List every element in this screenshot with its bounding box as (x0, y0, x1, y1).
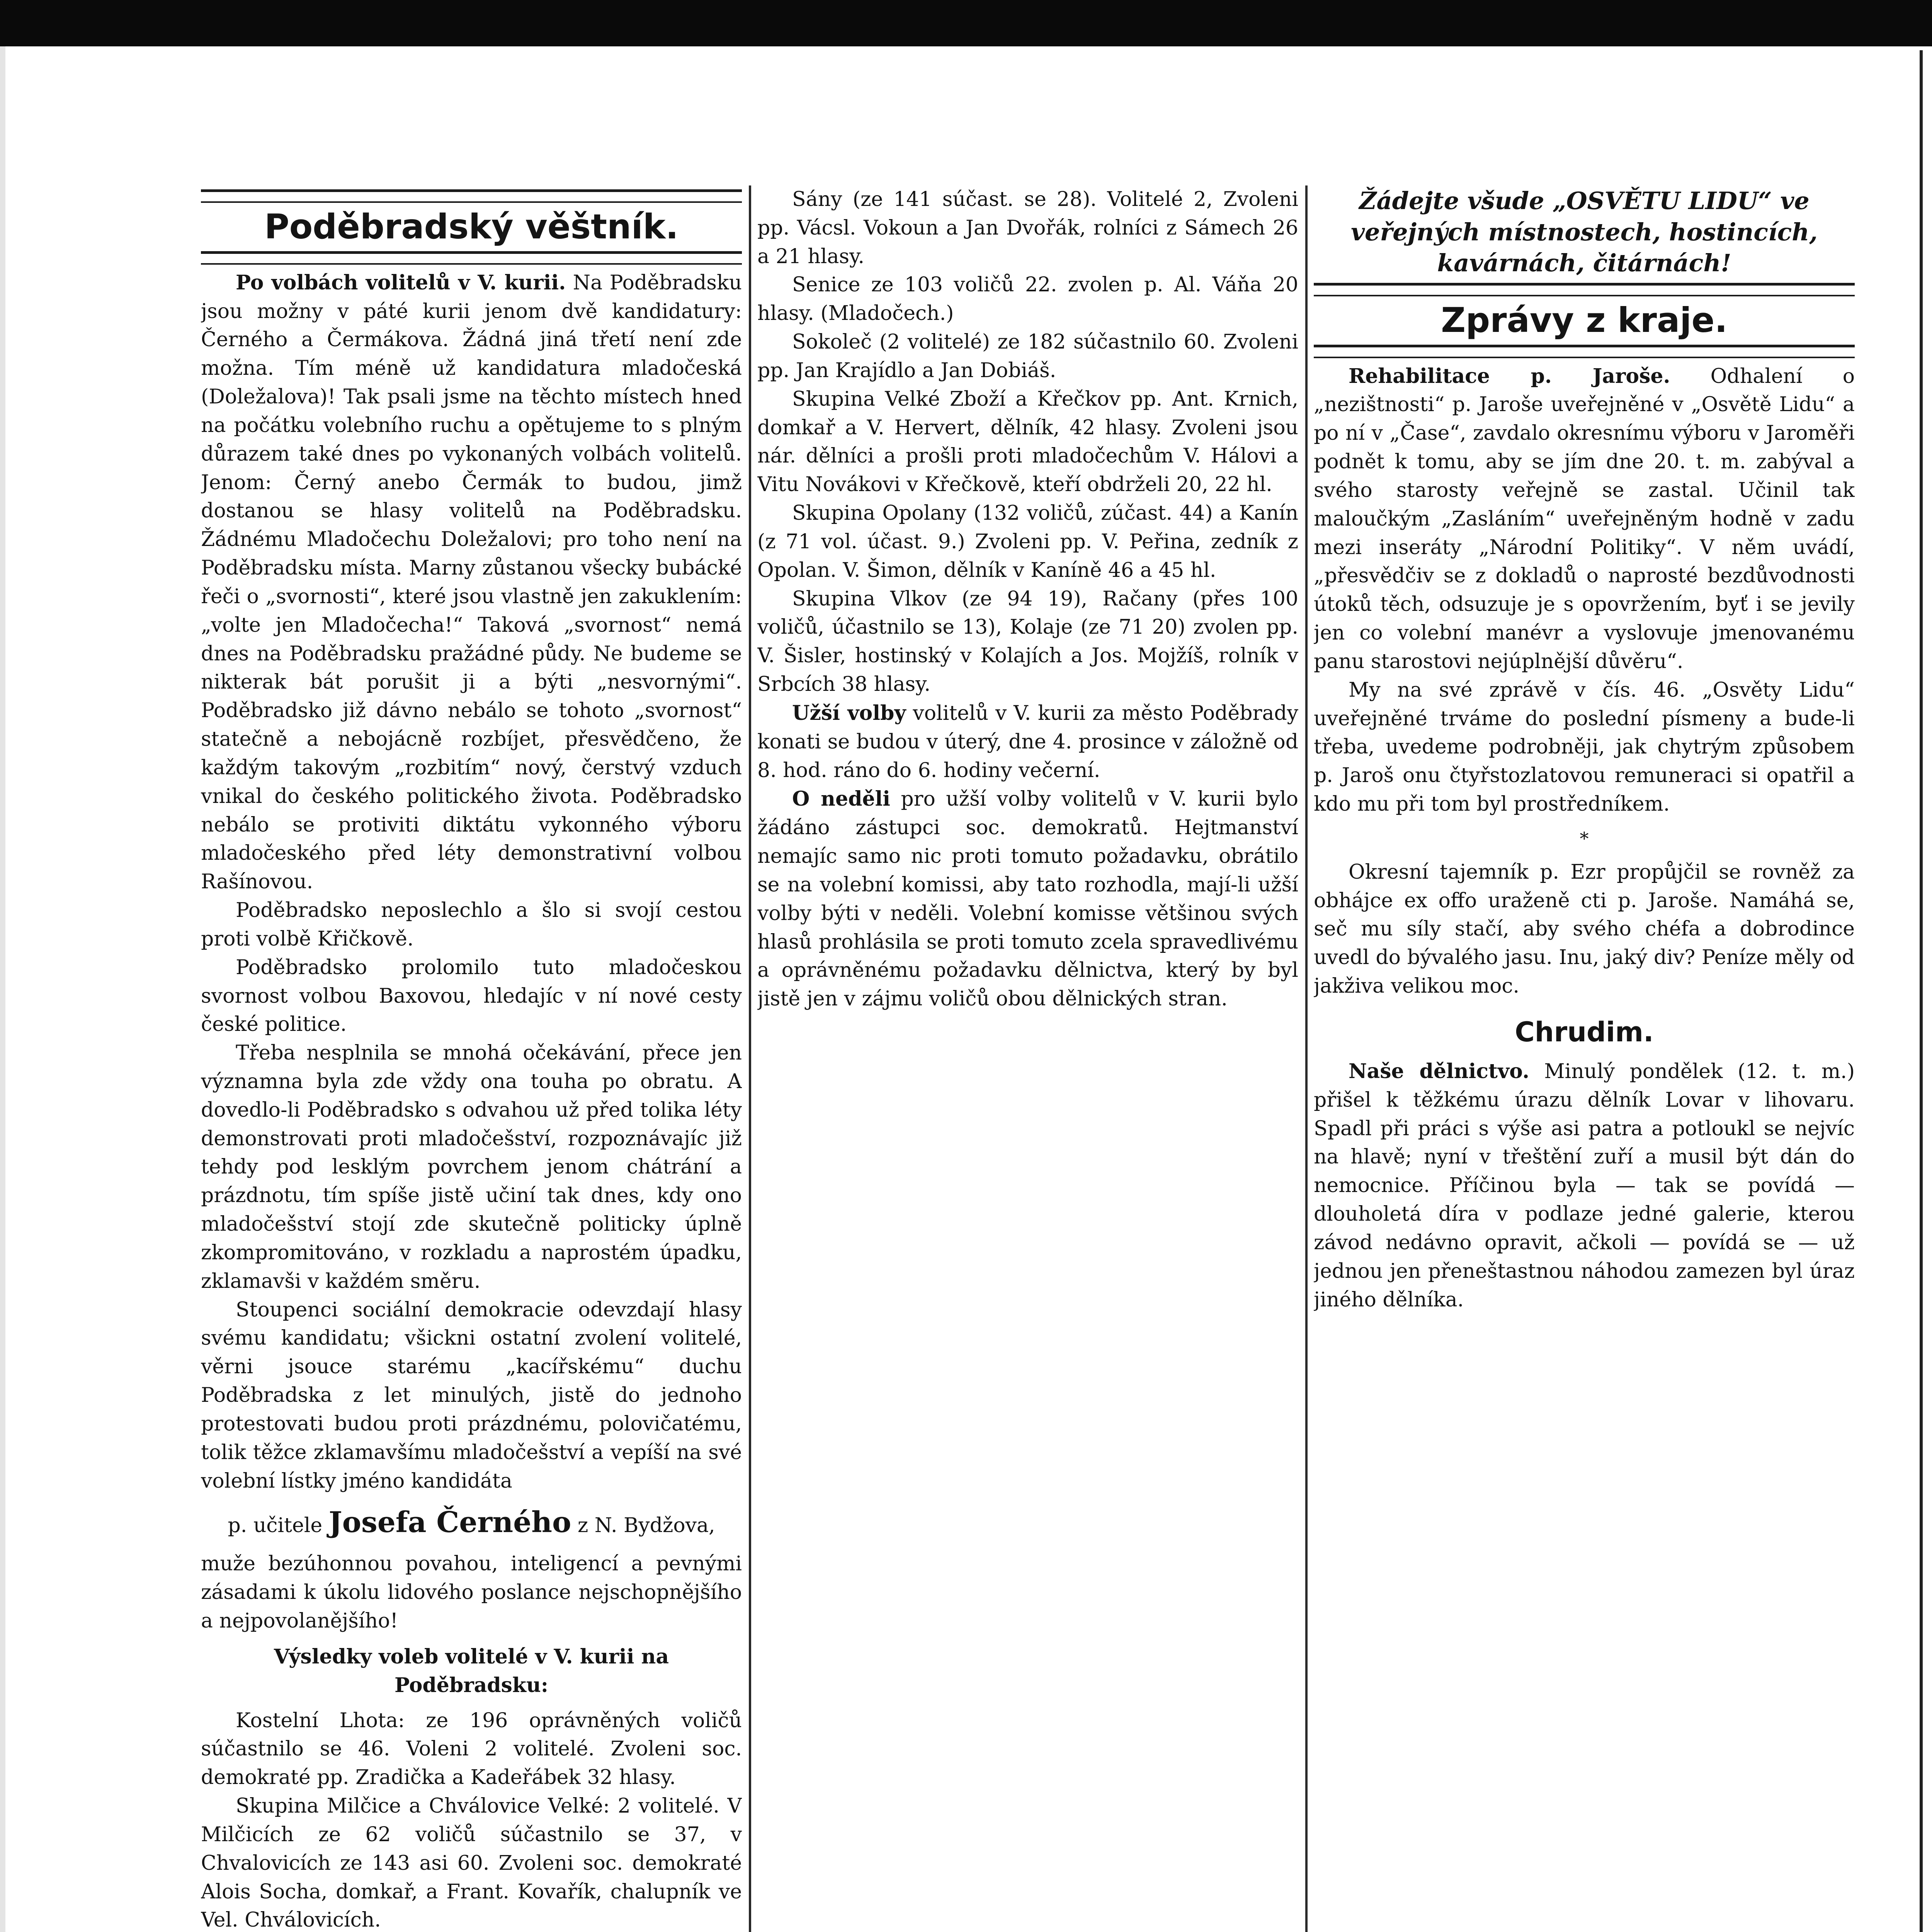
paragraph-baxova: Poděbradsko prolomilo tuto mladočeskou svornost volbou Baxovou, hledajíc v ní nové cesty české politice. (201, 956, 742, 1036)
scan-left-margin (0, 46, 5, 1932)
paragraph-socdem: Stoupenci sociální demokracie odevzdají hlasy svému kandidatu; všickni ostatní zvolení volitelé, věrni jsouce starému „kacířskému“ duchu Poděbradska z let minulých, jistě do jednoho protestovati budou proti prázdnému, polovičatému, tolik těžce zklamavšímu mladočešství a vepíší na své volební lístky jméno kandidáta (201, 1298, 742, 1493)
uzsi-text: volitelů v V. kurii za město Poděbrady konati se budou v úterý, dne 4. prosince v záložně od 8. hod. ráno do 6. hodiny večerní. (757, 701, 1298, 782)
paragraph-nase-zprava: My na své zprávě v čís. 46. „Osvěty Lidu“ uveřejněné trváme do poslední písmeny a bude-li třeba, uvedeme podrobněji, jak chytrým způsobem p. Jaroš onu čtyřstozlatovou remuneraci si opatřil a kdo mu při tom byl prostředníkem. (1314, 678, 1855, 816)
candidate-post: z N. Bydžova, (577, 1514, 715, 1537)
masthead-rule-top (201, 189, 742, 203)
column-1 (201, 185, 742, 1932)
intro-text: Na Poděbradsku jsou možny v páté kurii jenom dvě kandidatury: Černého a Čermákova. Žádná jiná třetí není zde možna. Tím méně už kandidatura mladočeská (Doležalova)! Tak psali jsme na těchto místech hned na počátku volebního ruchu a opětujeme to s plným důrazem také dnes po vykonaných volbách volitelů. Jenom: Černý anebo Čermák to budou, jimž dostanou se hlasy volitelů na Poděbradsku. Žádnému Mladočechu Doležalovi; pro toho není na Poděbradsku místa. Marny zůstanou všecky bubácké řeči o „svornosti“, které jsou vlastně jen zakuklením: „volte jen Mladočecha!“ Taková „svornost“ nemá dnes na Poděbradsku pražádné půdy. Ne budeme se nikterak bát porušit ji a býti „nesvornými“. Poděbradsko již dávno nebálo se tohoto „svornost“ statečně a nebojácně rozbíjet, přesvědčeno, že každým takovým „rozbitím“ nový, čerstvý vzduch vnikal do českého politického života. Poděbradsko nebálo se protiviti diktátu vykonného výboru mladočeského před léty demonstrativní volbou Rašínovou. (201, 271, 742, 894)
scan-top-border (0, 0, 1932, 46)
section-rule-bottom (1314, 345, 1855, 358)
osveta-lidu-callout: Žádejte všude „OSVĚTU LIDU“ ve veřejných místnostech, hostincích, kavárnách, čitárnách! (1351, 187, 1818, 277)
candidate-pre: p. učitele (228, 1514, 323, 1537)
candidate-name: Josefa Černého (328, 1506, 571, 1539)
result-vlkov: Skupina Vlkov (ze 94 19), Račany (přes 100 voličů, účastnilo se 13), Kolaje (ze 71 20) zvolen pp. V. Šisler, hostinský v Kolajích a Jos. Mojžíš, rolník v Srbcích 38 hlasy. (757, 587, 1298, 696)
article-uzsi-volby (757, 699, 1298, 785)
column-3 (1314, 185, 1855, 1932)
result-opolany: Skupina Opolany (132 voličů, zúčast. 44) a Kanín (z 71 vol. účast. 9.) Zvoleni pp. V. Peřina, zedník z Opolan. V. Šimon, dělník v Kaníně 46 a 45 hl. (757, 502, 1298, 582)
result-kostelni-lhota: Kostelní Lhota: ze 196 oprávněných voličů súčastnilo se 46. Voleni 2 volitelé. Zvoleni soc. demokraté pp. Zradička a Kadeřábek 32 hlasy. (201, 1709, 742, 1789)
result-milcice: Skupina Milčice a Chválovice Velké: 2 volitelé. V Milčicích ze 62 voličů súčastnilo se 37, v Chvalovicích ze 143 asi 60. Zvoleni soc. demokraté Alois Socha, domkař, a Frant. Kovařík, chalupník ve Vel. Chválovicích. (201, 1794, 742, 1932)
article-o-nedeli (757, 785, 1298, 1014)
article-nase-delnictvo (1314, 1057, 1855, 1314)
rehab-text: Odhalení o „nezištnosti“ p. Jaroše uveřejněné v „Osvětě Lidu“ a po ní v „Čase“, zavdalo okresnímu výboru v Jaroměři podnět k tomu, aby se jím dne 20. t. m. zabýval a svého starosty veřejně se zastal. Učinil tak maloučkým „Zasláním“ uveřejněným hodně v zadu mezi inseráty „Národní Politiky“. V něm uvádí, „přesvědčiv se z dokladů o naprosté bezdůvodnosti útoků těch, odsuzuje je s opovržením, byť i se jevily jen co volební manévr a vyslovuje jmenovanému panu starostovi nejúplnější důvěru“. (1314, 364, 1855, 673)
runin-nase-delnictvo: Naše dělnictvo. (1349, 1059, 1529, 1083)
result-senice: Senice ze 103 voličů 22. zvolen p. Al. Váňa 20 hlasy. (Mladočech.) (757, 273, 1298, 325)
section-rule-top (1314, 283, 1855, 296)
runin-o-nedeli: O neděli (792, 787, 891, 811)
result-sany: Sány (ze 141 súčast. se 28). Volitelé 2, Zvoleni pp. Vácsl. Vokoun a Jan Dvořák, rolníci z Sámech 26 a 21 hlasy. (757, 188, 1298, 268)
zpravy-z-kraje-title: Zprávy z kraje. (1441, 300, 1728, 340)
paragraph-ezr: Okresní tajemník p. Ezr propůjčil se rovněž za obhájce ex offo uraženě cti p. Jaroše. Namáhá se, seč mu síly stačí, aby svého chéfa a dobrodince uvedl do bývalého jasu. Inu, jaký div? Peníze měly od jakživa velikou moc. (1314, 860, 1855, 998)
result-velke-zbozi: Skupina Velké Zboží a Křečkov pp. Ant. Krnich, domkař a V. Hervert, dělník, 42 hlasy. Zvoleni jsou nár. dělníci a prošli proti mladočechům V. Hálovi a Vitu Novákovi v Křečkově, kteří obdrželi 20, 22 hl. (757, 387, 1298, 497)
runin-po-volbach: Po volbách volitelů v V. kurii. (236, 270, 566, 294)
candidate-line (201, 1502, 742, 1543)
results-title: Výsledky voleb volitelé v V. kurii na Poděbradsku: (274, 1645, 669, 1697)
runin-uzsi-volby: Užší volby (792, 701, 906, 725)
column-rule-2 (1305, 185, 1308, 1932)
masthead-title: Poděbradský věštník. (264, 207, 679, 247)
nedeli-text: pro užší volby volitelů v V. kurii bylo žádáno zástupci soc. demokratů. Hejtmanství nemajíc samo nic proti tomuto požadavku, obrátilo se na volební komissi, aby tato rozhodla, mají-li užší volby býti v neděli. Volební komisse většinou svých hlasů prohlásila se proti tomuto zcela spravedlivému a oprávněnému požadavku dělnictva, který by byl jistě jen v zájmu voličů obou dělnických stran. (757, 787, 1298, 1011)
masthead-rule-bottom (201, 251, 742, 265)
paragraph-candidate-desc: muže bezúhonnou povahou, inteligencí a pevnými zásadami k úkolu lidového poslance nejschopnějšího a nejpovolanějšího! (201, 1552, 742, 1633)
result-sokolec: Sokoleč (2 volitelé) ze 182 súčastnilo 60. Zvoleni pp. Jan Krajídlo a Jan Dobiáš. (757, 330, 1298, 382)
nase-text: Minulý pondělek (12. t. m.) přišel k těžkému úrazu dělník Lovar v lihovaru. Spadl při práci s výše asi patra a potloukl se nejvíc na hlavě; nyní v třeštění zuří a musil být dán do nemocnice. Příčinou byla — tak se povídá — dlouholetá díra v podlaze jedné galerie, kterou závod nedávno opravit, ačkoli — povídá se — už jednou jen přeneštastnou náhodou zamezen byl úraz jiného dělníka. (1314, 1060, 1855, 1311)
paragraph-krickova: Poděbradsko neposlechlo a šlo si svojí cestou proti volbě Křičkově. (201, 899, 742, 951)
runin-rehabilitace: Rehabilitace p. Jaroše. (1349, 364, 1670, 388)
paragraph-obrat: Třeba nesplnila se mnohá očekávání, přece jen významna byla zde vždy ona touha po obratu. A dovedlo-li Poděbradsko s odvahou už před tolika léty demonstrovati proti mladočešství, rozpoznávajíc již tehdy pod lesklým povrchem jenom chátrání a prázdnotu, tím spíše jistě učiní tak dnes, kdy ono mladočešství stojí zde skutečně politicky úplně zkompromitováno, v rozkladu a naprostém úpadku, zklamavši v každém směru. (201, 1041, 742, 1293)
page-edge-line (1920, 50, 1923, 1932)
article-rehabilitace (1314, 362, 1855, 676)
column-rule-1 (749, 185, 751, 1932)
article-volby-intro (201, 269, 742, 896)
chrudim-title: Chrudim. (1515, 1016, 1654, 1048)
section-separator-star: * (1580, 828, 1589, 849)
column-2 (757, 185, 1298, 1932)
